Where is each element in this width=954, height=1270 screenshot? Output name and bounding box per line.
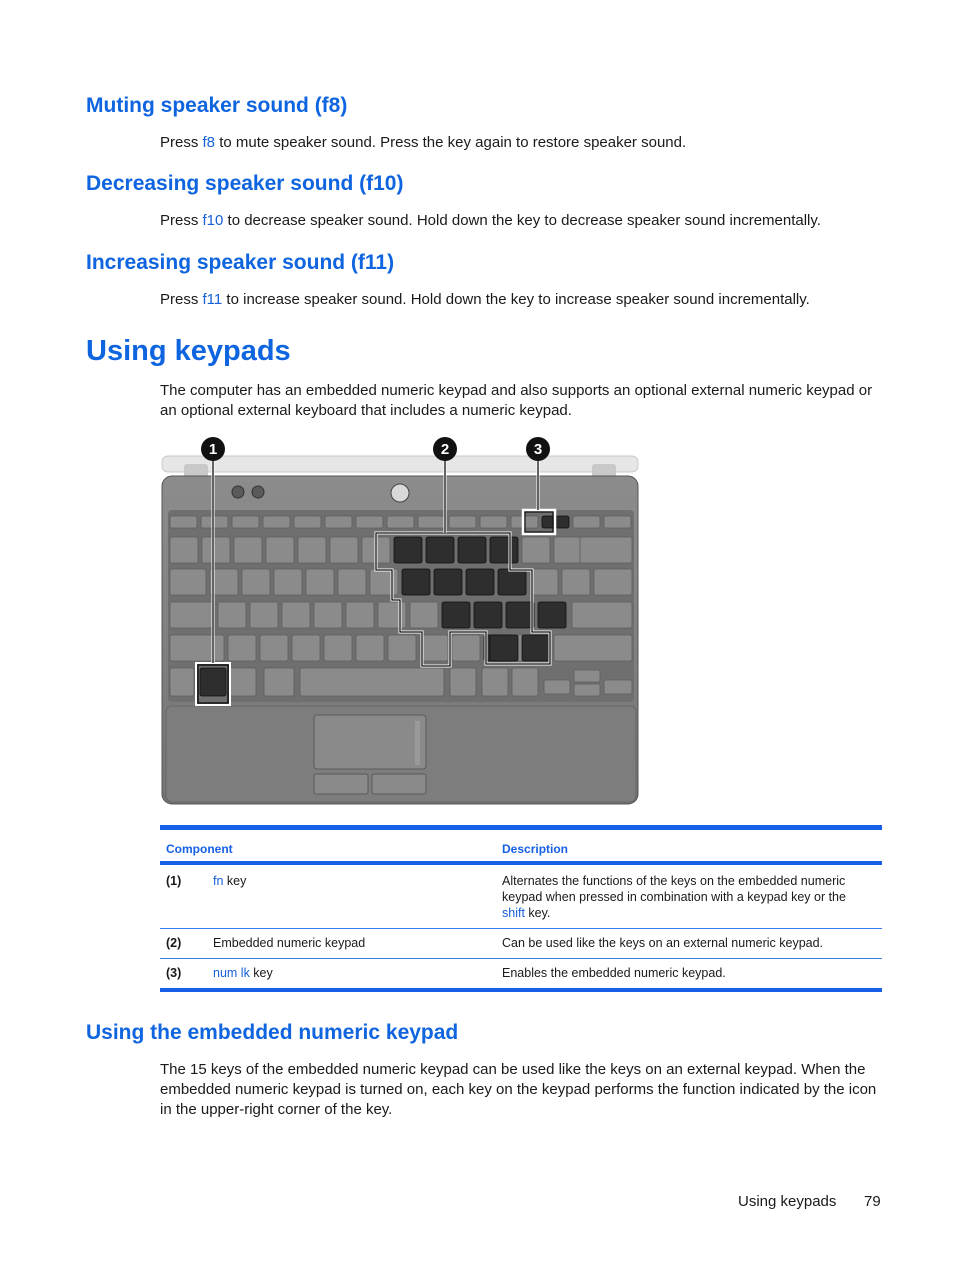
heading-using-keypads: Using keypads (86, 335, 291, 367)
touchpad (314, 715, 426, 769)
keyboard-key (388, 635, 416, 661)
keyboard-key (580, 537, 632, 563)
keyboard-key (346, 602, 374, 628)
lid-edge (162, 456, 638, 472)
keypad-key (474, 602, 502, 628)
keyboard-key (410, 602, 438, 628)
keypad-key (538, 602, 566, 628)
keyboard-key (420, 635, 448, 661)
keypad-key (490, 537, 518, 563)
table-header-row (160, 830, 882, 865)
component-table (160, 825, 882, 992)
keyboard-key (242, 569, 270, 595)
heading-increasing-speaker-sound: Increasing speaker sound (f11) (86, 251, 395, 274)
quick-launch-button-2 (252, 486, 264, 498)
paragraph-keypads-intro: The computer has an embedded numeric keypad and also supports an optional external numeric keypad or an optional external keyboard that includes a numeric keypad. (160, 382, 873, 419)
keypad-key (426, 537, 454, 563)
heading-decreasing-speaker-sound: Decreasing speaker sound (f10) (86, 172, 404, 195)
table-row (160, 929, 882, 959)
callout-label-3: 3 (533, 441, 543, 458)
keyboard-key (449, 516, 476, 528)
keyboard-key (250, 602, 278, 628)
keyboard-key (554, 537, 582, 563)
column-header-description: Description (502, 842, 569, 856)
keyboard-key (218, 602, 246, 628)
keyboard-key (522, 537, 550, 563)
footer-page-number: 79 (864, 1193, 881, 1210)
touchpad-scroll-zone (415, 721, 420, 765)
row-number: (2) (166, 936, 182, 950)
keyboard-key (572, 602, 632, 628)
keyboard-key (266, 537, 294, 563)
keypad-key (498, 569, 526, 595)
keyboard-key (482, 668, 508, 696)
keyboard-key (294, 516, 321, 528)
keyboard-key (330, 537, 358, 563)
row-component: Embedded numeric keypad (213, 936, 366, 950)
keyboard-key (234, 537, 262, 563)
keyboard-key (544, 680, 570, 694)
keyboard-key (170, 602, 214, 628)
keyboard-key (370, 569, 398, 595)
keyboard-key (387, 516, 414, 528)
keyboard-key (232, 516, 259, 528)
keypad-key (402, 569, 430, 595)
row-number: (1) (166, 874, 182, 888)
quick-launch-button-1 (232, 486, 244, 498)
key-link-f10[interactable]: f10 (202, 212, 224, 229)
paragraph-muting: Press f8 to mute speaker sound. Press the key again to restore speaker sound. (160, 134, 687, 151)
keypad-key (200, 668, 226, 696)
keyboard-key (298, 537, 326, 563)
keyboard-key (554, 635, 632, 661)
keyboard-key (418, 516, 445, 528)
callout-label-1: 1 (208, 441, 218, 458)
keyboard-key (170, 635, 224, 661)
keypad-key (522, 635, 550, 661)
keyboard-illustration (160, 436, 642, 808)
power-button (391, 484, 409, 502)
table-row (160, 865, 882, 929)
keyboard-key (170, 668, 194, 696)
keyboard-key (562, 569, 590, 595)
keyboard-key (314, 602, 342, 628)
keyboard-key (530, 569, 558, 595)
row-component: fn key (213, 874, 247, 888)
keypad-key (442, 602, 470, 628)
keyboard-key (378, 602, 406, 628)
keyboard-key (292, 635, 320, 661)
keypad-key (490, 635, 518, 661)
keyboard-key (338, 569, 366, 595)
keypad-key (434, 569, 462, 595)
paragraph-decreasing: Press f10 to decrease speaker sound. Hold down the key to decrease speaker sound incrementally. (160, 212, 821, 229)
keyboard-key (574, 684, 600, 696)
keypad-key (458, 537, 486, 563)
keyboard-key (260, 635, 288, 661)
keyboard-key (300, 668, 444, 696)
keyboard-key (274, 569, 302, 595)
keyboard-key (170, 516, 197, 528)
paragraph-increasing: Press f11 to increase speaker sound. Hold down the key to increase speaker sound incrementally. (160, 291, 810, 308)
keyboard-key (282, 602, 310, 628)
table-row (160, 959, 882, 988)
keyboard-key (604, 516, 631, 528)
keyboard-key (263, 516, 290, 528)
keyboard-key (512, 668, 538, 696)
keyboard-figure (160, 436, 642, 808)
keyboard-key (574, 670, 600, 682)
key-link-f11[interactable]: f11 (202, 291, 223, 308)
keypad-key (394, 537, 422, 563)
heading-using-embedded-numeric-keypad: Using the embedded numeric keypad (86, 1021, 459, 1044)
keyboard-key (264, 668, 294, 696)
keyboard-key (202, 537, 230, 563)
row-description: Can be used like the keys on an external numeric keypad. (502, 936, 824, 950)
keyboard-key (480, 516, 507, 528)
row-description: Alternates the functions of the keys on the embedded numeric keypad when pressed in combination with a keypad key or the shift key. (502, 874, 846, 920)
keypad-key (506, 602, 534, 628)
keyboard-key (306, 569, 334, 595)
keyboard-key (170, 537, 198, 563)
num-lk-key-link[interactable]: num lk (213, 966, 250, 980)
row-component: num lk key (213, 966, 273, 980)
keyboard-key (230, 668, 256, 696)
keypad-key (466, 569, 494, 595)
keyboard-key (450, 668, 476, 696)
keyboard-key (573, 516, 600, 528)
callout-label-2: 2 (440, 441, 450, 458)
keyboard-key (594, 569, 632, 595)
table-bottom-rule (160, 988, 882, 992)
footer-section-title: Using keypads (738, 1193, 837, 1210)
column-header-component: Component (166, 842, 233, 856)
shift-key-link[interactable]: shift (502, 906, 525, 920)
touchpad-left-button (314, 774, 368, 794)
paragraph-embedded-keypad: The 15 keys of the embedded numeric keypad can be used like the keys on an external keypad. When the embedded numeric keypad is turned on, each key on the keypad performs the function indicated by the icon in the upper-right corner of the key. (160, 1061, 877, 1118)
keyboard-key (228, 635, 256, 661)
heading-muting-speaker-sound: Muting speaker sound (f8) (86, 94, 348, 117)
fn-key-link[interactable]: fn (213, 874, 224, 888)
key-link-f8[interactable]: f8 (202, 134, 216, 151)
keyboard-key (356, 516, 383, 528)
keyboard-key (170, 569, 206, 595)
keyboard-key (452, 635, 480, 661)
row-number: (3) (166, 966, 182, 980)
keyboard-key (325, 516, 352, 528)
touchpad-right-button (372, 774, 426, 794)
row-description: Enables the embedded numeric keypad. (502, 966, 726, 980)
keyboard-key (324, 635, 352, 661)
keyboard-key (604, 680, 632, 694)
keyboard-key (356, 635, 384, 661)
